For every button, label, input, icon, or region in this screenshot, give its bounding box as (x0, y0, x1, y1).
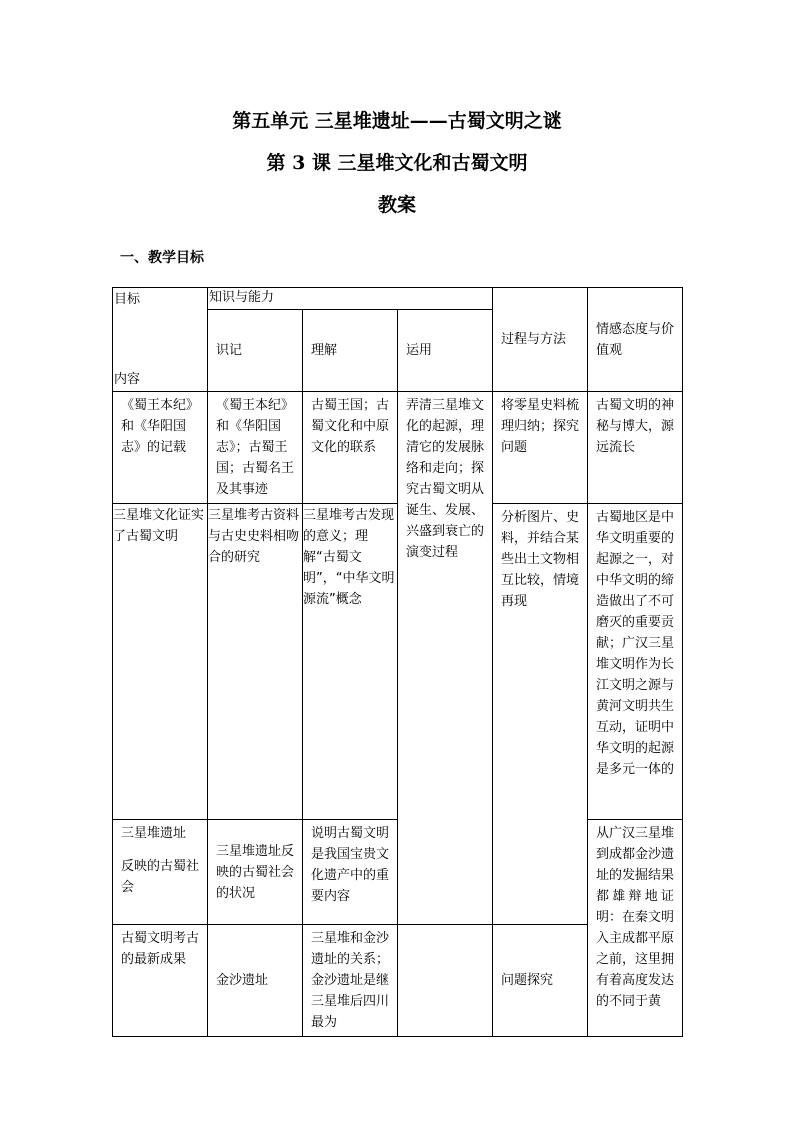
header-apply: 运用 (398, 310, 493, 392)
section-heading-teaching-goals: 一、教学目标 (120, 250, 204, 266)
row4-recall: 金沙遗址 (208, 925, 303, 1037)
row1-understand: 古蜀王国；古蜀文化和中原文化的联系 (303, 392, 398, 504)
row1-content: 《蜀王本纪》和《华阳国志》的记载 (113, 392, 208, 504)
header-emotion-values: 情感态度与价值观 (588, 288, 683, 392)
row1-recall: 《蜀王本纪》和《华阳国志》；古蜀王国；古蜀名王及其事迹 (208, 392, 303, 504)
row4-process: 问题探究 (493, 925, 588, 1037)
row4-apply-empty (398, 925, 493, 1037)
row3-recall: 三星堆遗址反映的古蜀社会的状况 (208, 820, 303, 925)
header-corner-cell (113, 288, 208, 392)
lesson-title: 第 3 课 三星堆文化和古蜀文明 (266, 152, 528, 174)
header-recall: 识记 (208, 310, 303, 392)
row1-emotion: 古蜀文明的神秘与博大，源远流长 (588, 392, 683, 504)
row2-recall: 三星堆考古资料与古史史料相吻合的研究 (208, 504, 303, 820)
row2-understand: 三星堆考古发现的意义；理解“古蜀文明”，“中华文明源流”概念 (303, 504, 398, 820)
row3-understand: 说明古蜀文明是我国宝贵文化遗产中的重要内容 (303, 820, 398, 925)
row2-process: 分析图片、史料，并结合某些出土文物相互比较，情境再现 (493, 504, 588, 925)
row3-content-site: 三星堆遗址 (121, 826, 187, 841)
row4-understand: 三星堆和金沙遗址的关系；金沙遗址是继三星堆后四川最为 (303, 925, 398, 1037)
doc-type-title: 教案 (377, 194, 416, 216)
row2-emotion: 古蜀地区是中华文明重要的起源之一，对中华文明的缔造做出了不可磨灭的重要贡献；广汉三星堆文明作为长江文明之源与黄河文明共生互动，证明中华文明的起源是多元一体的 (588, 504, 683, 820)
row3-content (113, 820, 208, 925)
header-knowledge-ability: 知识与能力 (208, 288, 493, 310)
corner-label-goal: 目标 (114, 292, 141, 307)
corner-label-content: 内容 (114, 372, 141, 387)
row2-content: 三星堆文化证实了古蜀文明 (113, 504, 208, 820)
teaching-goals-table (112, 287, 683, 1037)
row1-process: 将零星史料梳理归纳；探究问题 (493, 392, 588, 504)
row3-content-society: 反映的古蜀社会 (121, 859, 200, 895)
row4-content: 古蜀文明考古的最新成果 (113, 925, 208, 1037)
row3-emotion: 从广汉三星堆到成都金沙遗址的发掘结果都雄辩地证明：在秦文明入主成都平原之前，这里拥有着高度发达的不同于黄 (588, 820, 683, 1037)
header-process-method: 过程与方法 (493, 288, 588, 392)
row1-apply: 弄清三星堆文化的起源，理清它的发展脉络和走向；探究古蜀文明从诞生、发展、兴盛到衰亡的演变过程 (398, 392, 493, 925)
unit-title: 第五单元 三星堆遗址——古蜀文明之谜 (232, 110, 562, 132)
header-understand: 理解 (303, 310, 398, 392)
